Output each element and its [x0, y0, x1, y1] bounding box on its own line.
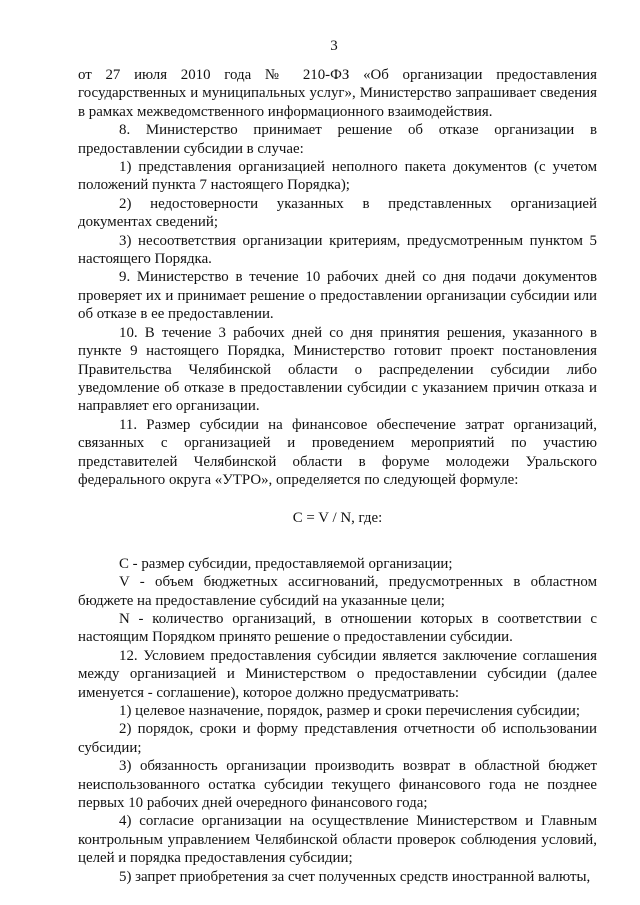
paragraph-item-8: 8. Министерство принимает решение об отказе организации в предоставлении субсидии в случае:: [78, 122, 597, 157]
paragraph-subitem-12-4: 4) согласие организации на осуществление Министерством и Главным контрольным управлением Челябинской области проверок соблюдения условий, целей и порядка предоставления субсидии;: [78, 813, 597, 867]
paragraph-item-9: 9. Министерство в течение 10 рабочих дней со дня подачи документов проверяет их и принимает решение о предоставлении организации субсидии или об отказе в ее предоставлении.: [78, 269, 597, 323]
document-body: [78, 66, 597, 886]
paragraph-item-10: 10. В течение 3 рабочих дней со дня принятия решения, указанного в пункте 9 настоящего Порядка, Министерство готовит проект постановления Правительства Челябинской области о распределении субсидии либо уведомление об отказе в предоставлении субсидии с указанием причин отказа и направляет его организации.: [78, 324, 597, 415]
paragraph-item-12: 12. Условием предоставления субсидии является заключение соглашения между организацией и Министерством о предоставлении субсидии (далее именуется - соглашение), которое должно предусматривать:: [78, 647, 597, 701]
paragraph-subitem-8-1: 1) представления организацией неполного пакета документов (с учетом положений пункта 7 настоящего Порядка);: [78, 159, 597, 194]
formula: C = V / N, где:: [292, 510, 383, 527]
paragraph-subitem-8-2: 2) недостоверности указанных в представленных организацией документах сведений;: [78, 195, 597, 231]
paragraph-subitem-12-5: 5) запрет приобретения за счет полученных средств иностранной валюты,: [119, 868, 591, 885]
formula-definition-v: V - объем бюджетных ассигнований, предусмотренных в областном бюджете на предоставление субсидий на указанные цели;: [78, 574, 597, 609]
formula-definition-c: С - размер субсидии, предоставляемой организации;: [119, 555, 453, 572]
paragraph-subitem-12-1: 1) целевое назначение, порядок, размер и сроки перечисления субсидии;: [119, 703, 580, 719]
formula-definition-n: N - количество организаций, в отношении которых в соответствии с настоящим Порядком принято решение о предоставлении субсидии.: [78, 610, 597, 646]
paragraph-continuation: от 27 июля 2010 года № 210-ФЗ «Об организации предоставления государственных и муниципальных услуг», Министерство запрашивает сведения в рамках межведомственного информационного взаимодействия.: [78, 67, 597, 120]
paragraph-subitem-12-3: 3) обязанность организации производить возврат в областной бюджет неиспользованного остатка субсидии текущего финансового года не позднее первых 10 рабочих дней очередного финансового года;: [78, 758, 597, 812]
paragraph-subitem-12-2: 2) порядок, сроки и форму представления отчетности об использовании субсидии;: [78, 721, 597, 756]
page-number: 3: [330, 38, 338, 54]
paragraph-item-11: 11. Размер субсидии на финансовое обеспечение затрат организаций, связанных с организацией и проведением мероприятий по участию представителей Челябинской области в форуме молодежи Уральского федерального округа «УТРО», определяется по следующей формуле:: [78, 416, 597, 488]
paragraph-subitem-8-3: 3) несоответствия организации критериям, предусмотренным пунктом 5 настоящего Порядка.: [78, 232, 597, 268]
